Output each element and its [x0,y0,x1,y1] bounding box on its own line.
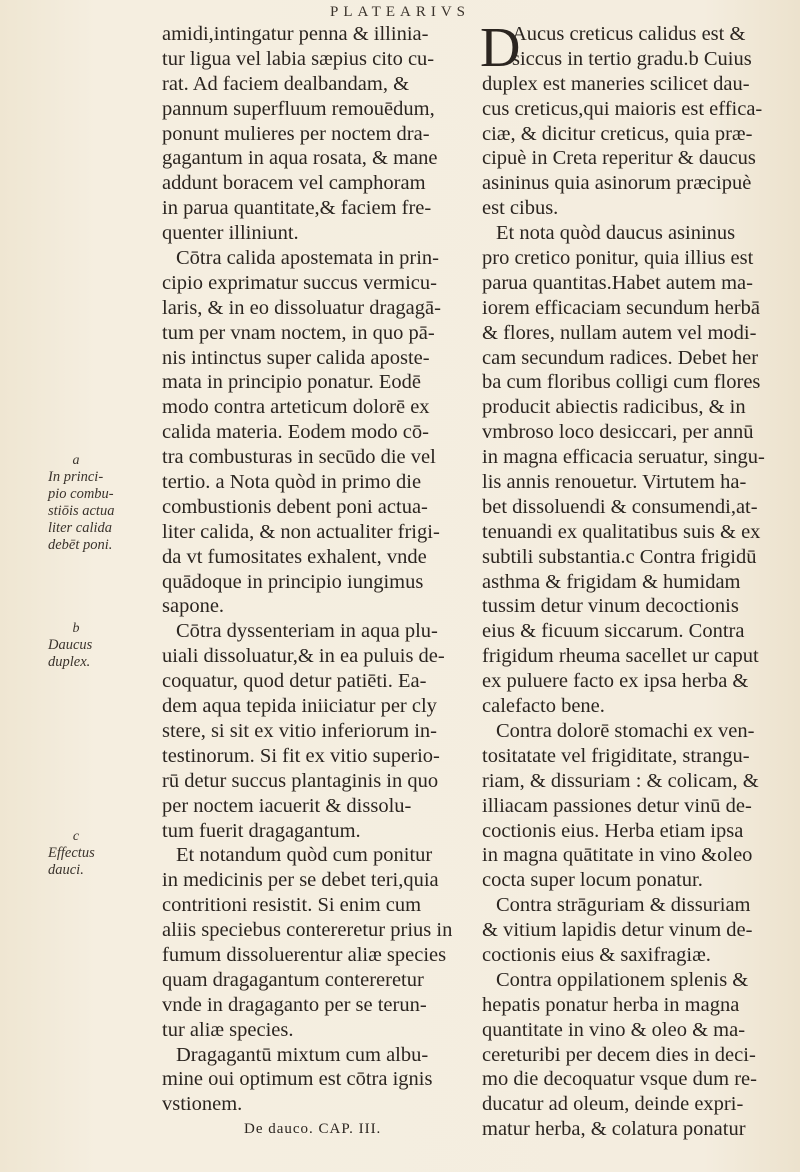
text-line: in medicinis per se debet teri,quia [162,869,439,892]
text-line: in magna efficacia seruatur, singu- [482,446,765,469]
text-line: cipuè in Creta reperitur & daucus [482,147,756,170]
text-line: iorem efficaciam secundum herbā [482,296,760,319]
text-line: rū detur succus plantaginis in quo [162,769,439,792]
text-line: liter calida, & non actualiter frigi- [162,520,440,543]
text-line: mata in principio ponatur. Eodē [162,371,422,394]
text-line: cus creticus,qui maioris est effica- [482,97,763,120]
text-line: modo contra arteticum dolorē ex [162,396,430,419]
text-line: Et nota quòd daucus asininus [496,222,736,245]
text-line: coctionis eius. Herba etiam ipsa [482,819,744,842]
text-line: gagantum in aqua rosata, & mane [162,147,438,170]
text-line: vstionem. [162,1093,243,1116]
text-line: vnde in dragaganto per se terun- [162,993,427,1016]
note-line: Daucus [48,637,93,653]
text-line: combustionis debent poni actua- [162,495,428,518]
text-line: ex puluere facto ex ipsa herba & [482,670,749,693]
text-line: cam secundum radices. Debet her [482,346,759,369]
chapter-heading: De dauco. CAP. III. [244,1121,382,1138]
margin-note-combustion [48,452,158,554]
text-line: Aucus creticus calidus est & [512,23,746,45]
text-line: stere, si sit ex vitio inferiorum in- [162,719,437,742]
text-line: & flores, nullam autem vel modi- [482,321,757,344]
text-line: siccus in tertio gradu.b Cuius [512,47,752,70]
text-line: ba cum floribus colligi cum flores [482,371,761,394]
note-line: dauci. [48,862,84,878]
text-line: per noctem iacuerit & dissolu- [162,794,412,817]
text-line: dem aqua tepida iniiciatur per cly [162,695,437,718]
text-line: aliis speciebus contereretur prius in [162,919,453,942]
text-line: ponunt mulieres per noctem dra- [162,122,430,145]
text-line: calefacto bene. [482,695,605,718]
text-line: tra combusturas in secūdo die vel [162,446,436,469]
text-line: in parua quantitate,& faciem fre- [162,197,432,220]
note-line: stiōis actua [48,503,115,519]
text-line: tenuandi ex qualitatibus suis & ex [482,520,761,543]
text-line: matur herba, & colatura ponatur [482,1118,746,1141]
text-line: quenter illiniunt. [162,222,299,245]
note-marker: c [72,829,80,844]
note-marker: b [72,621,80,636]
text-line: uiali dissoluatur,& in ea puluis de- [162,645,445,668]
note-line: liter calida [48,520,113,536]
text-line: Et notandum quòd cum ponitur [176,844,433,867]
note-line: duplex. [48,654,91,670]
text-line: asininus quia asinorum præcipuè [482,172,752,195]
text-line: vmbroso loco desiccari, per annū [482,421,754,444]
margin-note-effectus [48,828,158,879]
text-line: asthma & frigidam & humidam [482,570,741,593]
text-line: mine oui optimum est cōtra ignis [162,1068,433,1091]
text-line: ciæ, & dicitur creticus, quia præ- [482,122,753,145]
text-line: duplex est maneries scilicet dau- [482,72,750,95]
text-line: eius & ficuum siccarum. Contra [482,620,745,643]
text-line: nis intinctus super calida aposte- [162,346,430,369]
text-line: hepatis ponatur herba in magna [482,993,740,1016]
text-line: tur aliæ species. [162,1018,294,1041]
text-line: illiacam passiones detur vinū de- [482,794,752,817]
right-column [480,17,794,1142]
text-line: quantitate in vino & oleo & ma- [482,1018,746,1041]
text-line: tertio. a Nota quòd in primo die [162,471,422,494]
text-line: tum fuerit dragagantum. [162,819,361,842]
text-line: Dragagantū mixtum cum albu- [176,1043,429,1066]
text-line: pannum superfluum remouēdum, [162,97,435,120]
note-line: Effectus [48,845,95,861]
text-line: & vitium lapidis detur vinum de- [482,919,753,942]
text-line: parua quantitas.Habet autem ma- [482,271,753,294]
text-line: laris, & in eo dissoluatur dragagā- [162,296,441,319]
text-line: frigidum rheuma sacellet ur caput [482,645,759,668]
text-line: rat. Ad faciem dealbandam, & [162,72,410,95]
text-line: cereturibi per decem dies in deci- [482,1043,756,1066]
text-line: Contra oppilationem splenis & [496,968,749,991]
running-head: PLATEARIVS [329,4,470,20]
text-line: pro cretico ponitur, quia illius est [482,247,754,270]
text-line: tum per vnam noctem, in quo pā- [162,321,435,344]
text-line: tur ligua vel labia sæpius cito cu- [162,47,435,70]
text-line: quam dragagantum contereretur [162,968,424,991]
text-line: bet dissoluendi & consumendi,at- [482,495,758,518]
text-line: Cōtra dyssenteriam in aqua plu- [176,620,438,643]
text-line: Contra dolorē stomachi ex ven- [496,719,755,742]
note-marker: a [72,453,80,468]
text-line: riam, & dissuriam : & colicam, & [482,769,759,792]
text-line: in magna quātitate in vino &oleo [482,844,753,867]
text-line: tositatate vel frigiditate, strangu- [482,744,750,767]
drop-cap: D [480,17,521,79]
text-line: subtili substantia.c Contra frigidū [482,545,757,568]
text-line: cipio exprimatur succus vermicu- [162,271,437,294]
text-line: est cibus. [482,197,559,220]
text-line: ducatur ad oleum, deinde expri- [482,1093,744,1116]
text-line: tussim detur vinum decoctionis [482,595,739,618]
text-line: Cōtra calida apostemata in prin- [176,247,439,270]
text-line: contritioni resistit. Si enim cum [162,894,422,917]
text-line: coquatur, quod detur patiēti. Ea- [162,670,427,693]
text-line: amidi,intingatur penna & illinia- [162,23,429,45]
text-line: addunt boracem vel camphoram [162,172,426,195]
text-line: sapone. [162,595,225,618]
text-line: mo die decoquatur vsque dum re- [482,1068,757,1091]
text-line: quādoque in principio iungimus [162,570,424,593]
text-line: fumum dissoluerentur aliæ species [162,943,447,966]
note-line: In princi- [48,469,104,485]
text-line: lis annis renouetur. Virtutem ha- [482,471,747,494]
text-line: da vt fumositates exhalent, vnde [162,545,427,568]
note-line: debēt poni. [48,537,113,553]
margin-note-daucus-duplex [48,620,158,671]
left-column [162,22,472,1142]
text-line: coctionis eius & saxifragiæ. [482,943,711,966]
text-line: Contra strāguriam & dissuriam [496,894,751,917]
text-line: producit abiectis radicibus, & in [482,396,746,419]
note-line: pio combu- [48,486,114,502]
text-line: calida materia. Eodem modo cō- [162,421,429,444]
text-line: cocta super locum ponatur. [482,869,703,892]
text-line: testinorum. Si fit ex vitio superio- [162,744,440,767]
